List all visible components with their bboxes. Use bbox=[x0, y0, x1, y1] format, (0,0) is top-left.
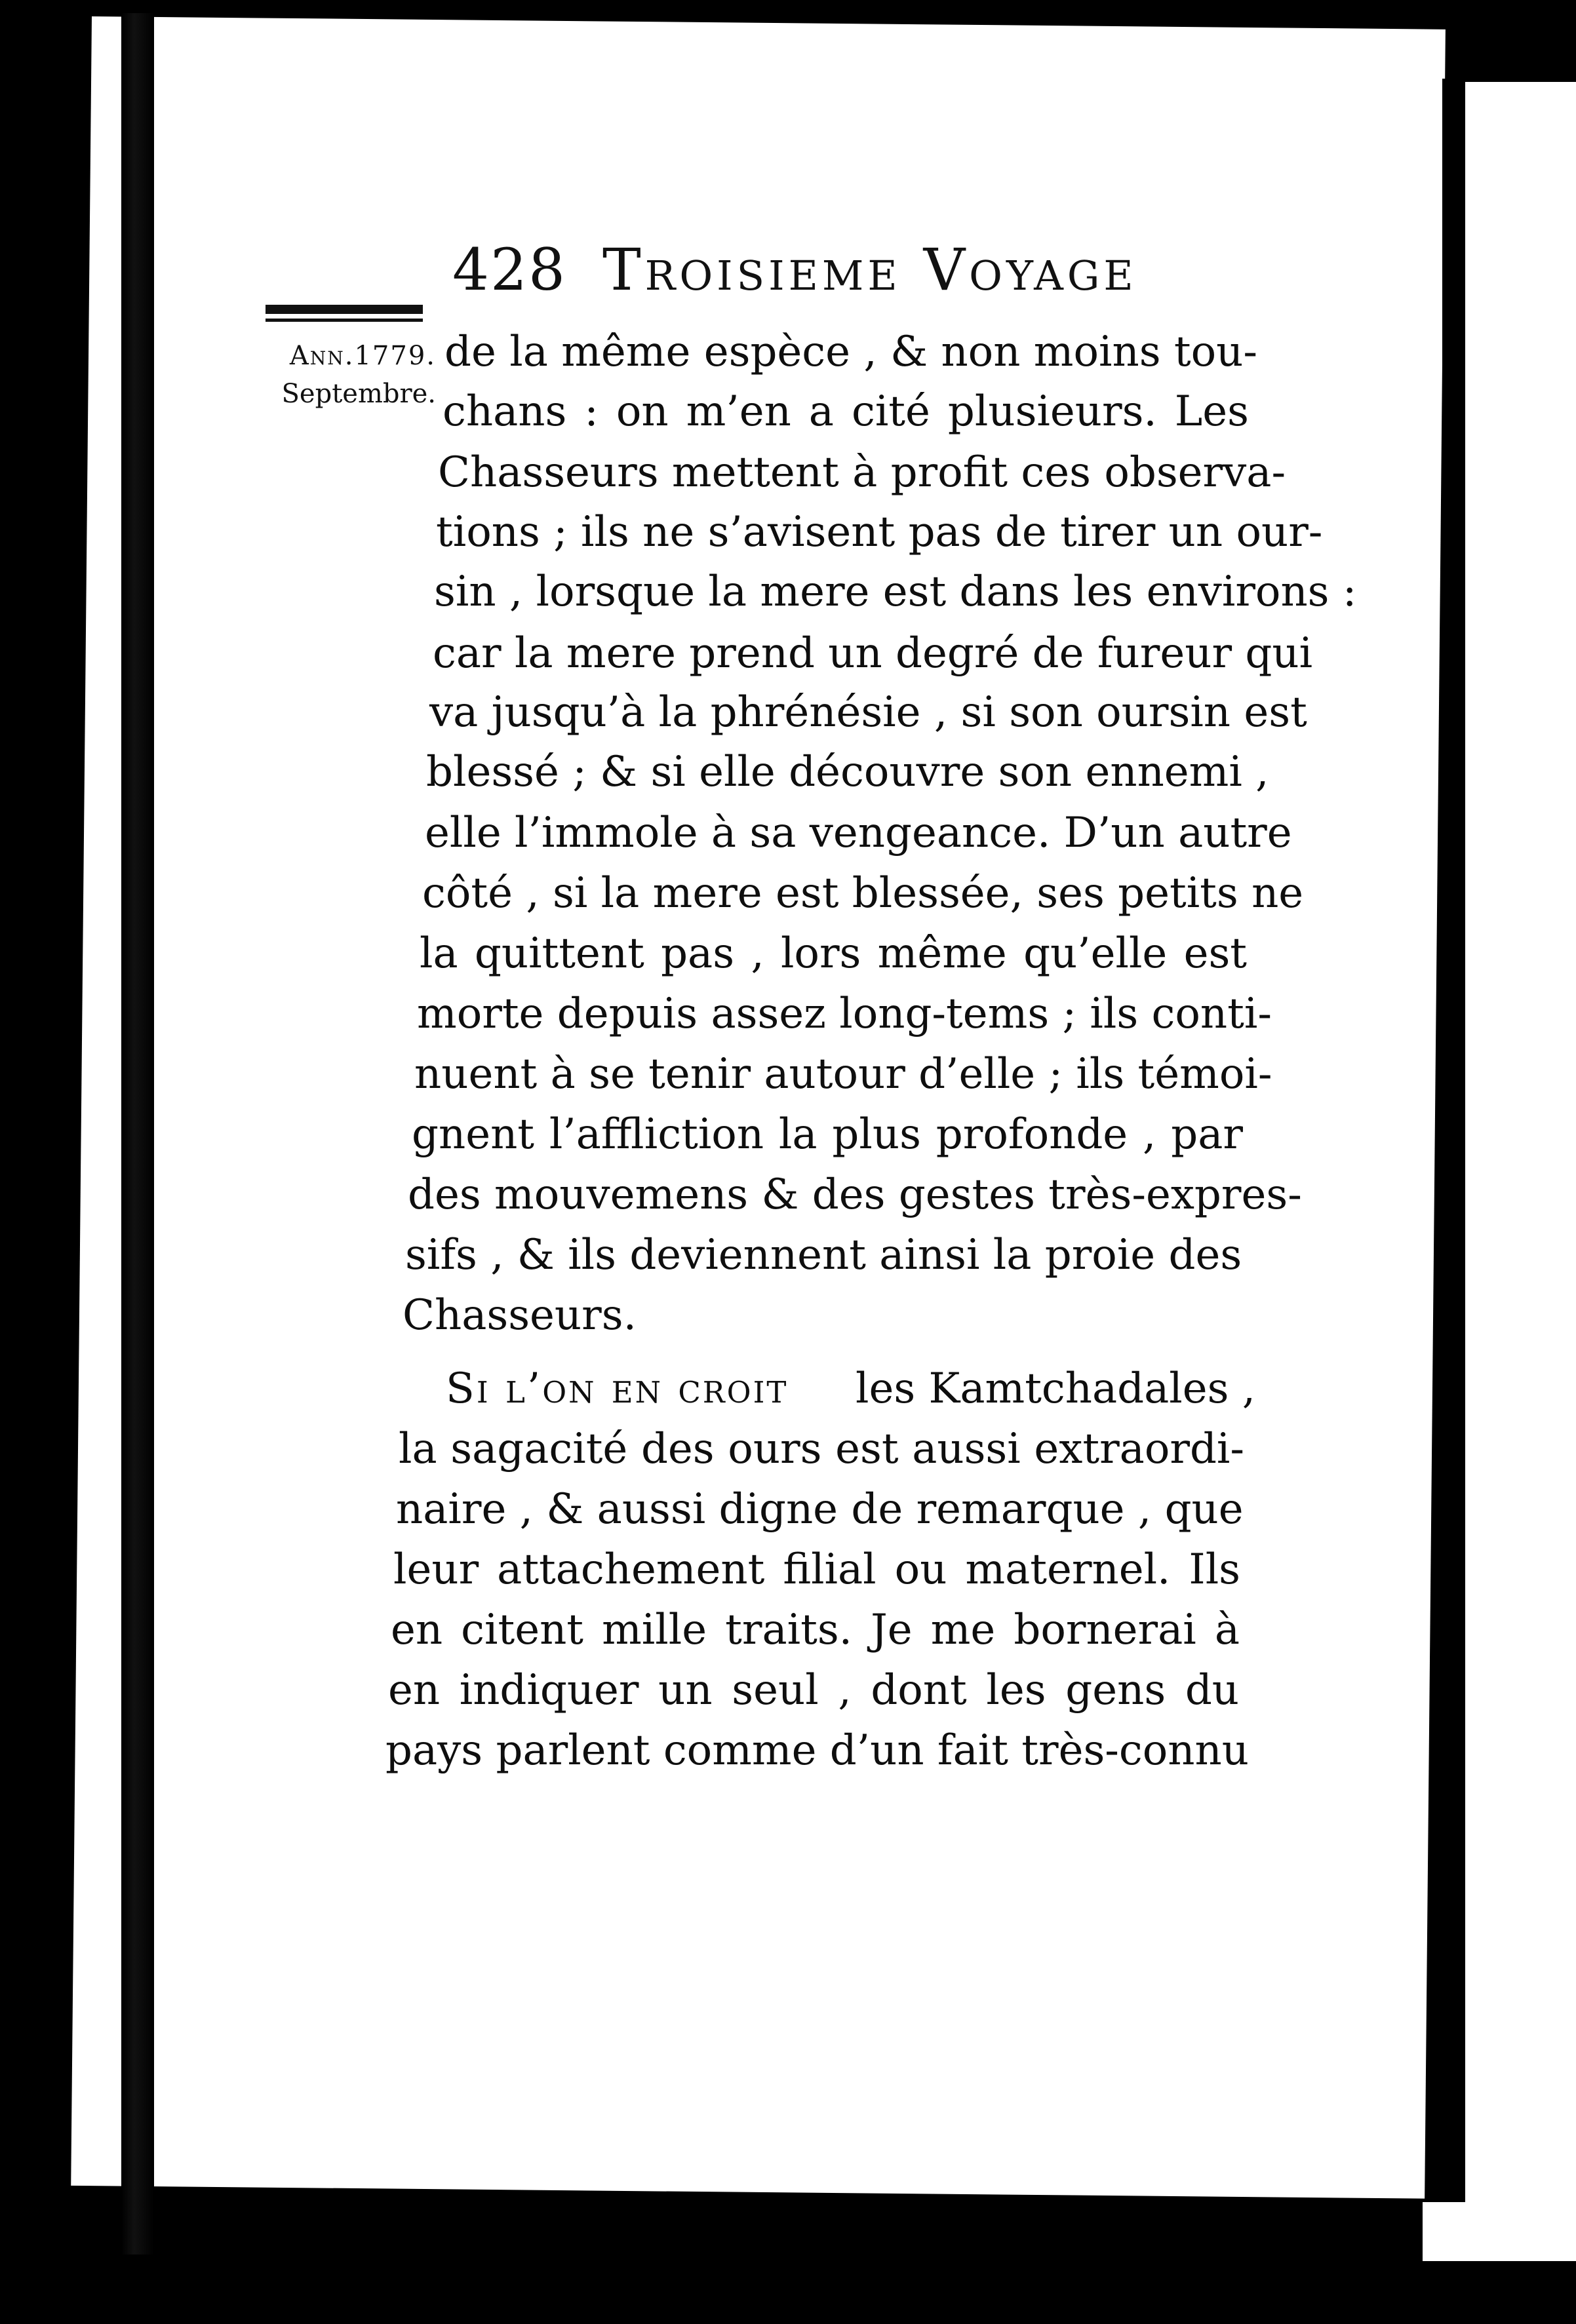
facing-page bbox=[1465, 82, 1576, 2251]
text-line: en citent mille traits. Je me bornerai à bbox=[391, 1606, 1240, 1654]
text-line: blessé ; & si elle découvre son ennemi , bbox=[426, 748, 1269, 796]
text-line: la sagacité des ours est aussi extraordi- bbox=[399, 1425, 1244, 1473]
margin-rule-thin bbox=[266, 319, 423, 322]
margin-note-month: Septembre. bbox=[281, 379, 436, 409]
running-head bbox=[452, 236, 1137, 303]
text-line: nuent à se tenir autour d’elle ; ils témoi- bbox=[414, 1050, 1272, 1098]
paragraph-opening-small-caps: Si l’on en croit bbox=[446, 1365, 789, 1413]
text-line: va jusqu’à la phrénésie , si son oursin est bbox=[429, 688, 1307, 737]
text-line: car la mere prend un degré de fureur qui bbox=[433, 629, 1313, 678]
text-line: elle l’immole à sa vengeance. D’un autre bbox=[425, 809, 1292, 857]
page-gutter-edge bbox=[121, 13, 154, 2255]
page-number: 428 bbox=[452, 236, 566, 303]
facing-page-corner bbox=[1423, 2202, 1576, 2261]
running-title: Troisieme Voyage bbox=[602, 236, 1137, 303]
text-line: côté , si la mere est blessée, ses petits ne bbox=[422, 869, 1304, 918]
text-line: tions ; ils ne s’avisent pas de tirer un our- bbox=[436, 508, 1323, 556]
facing-page-edge bbox=[1442, 79, 1467, 2261]
text-line: les Kamtchadales , bbox=[856, 1365, 1256, 1413]
text-line: morte depuis assez long-tems ; ils conti- bbox=[417, 990, 1272, 1038]
text-line: de la même espèce , & non moins tou- bbox=[444, 328, 1257, 376]
text-line: naire , & aussi digne de remarque , que bbox=[396, 1485, 1244, 1534]
text-line: sin , lorsque la mere est dans les environs : bbox=[434, 568, 1357, 616]
text-line: leur attachement filial ou maternel. Ils bbox=[393, 1545, 1240, 1594]
text-line: gnent l’affliction la plus profonde , par bbox=[412, 1110, 1243, 1159]
text-line: chans : on m’en a cité plusieurs. Les bbox=[443, 387, 1249, 436]
text-line: la quittent pas , lors même qu’elle est bbox=[420, 929, 1247, 978]
text-line: sifs , & ils deviennent ainsi la proie des bbox=[405, 1231, 1242, 1279]
margin-note-year: Ann.1779. bbox=[289, 341, 436, 371]
margin-rule bbox=[266, 305, 423, 314]
text-line: Chasseurs. bbox=[403, 1291, 637, 1340]
text-line: Chasseurs mettent à profit ces observa- bbox=[438, 448, 1286, 497]
text-line: des mouvemens & des gestes très-expres- bbox=[408, 1171, 1302, 1219]
text-line: pays parlent comme d’un fait très-connu bbox=[385, 1726, 1249, 1775]
text-line: en indiquer un seul , dont les gens du bbox=[388, 1666, 1239, 1714]
